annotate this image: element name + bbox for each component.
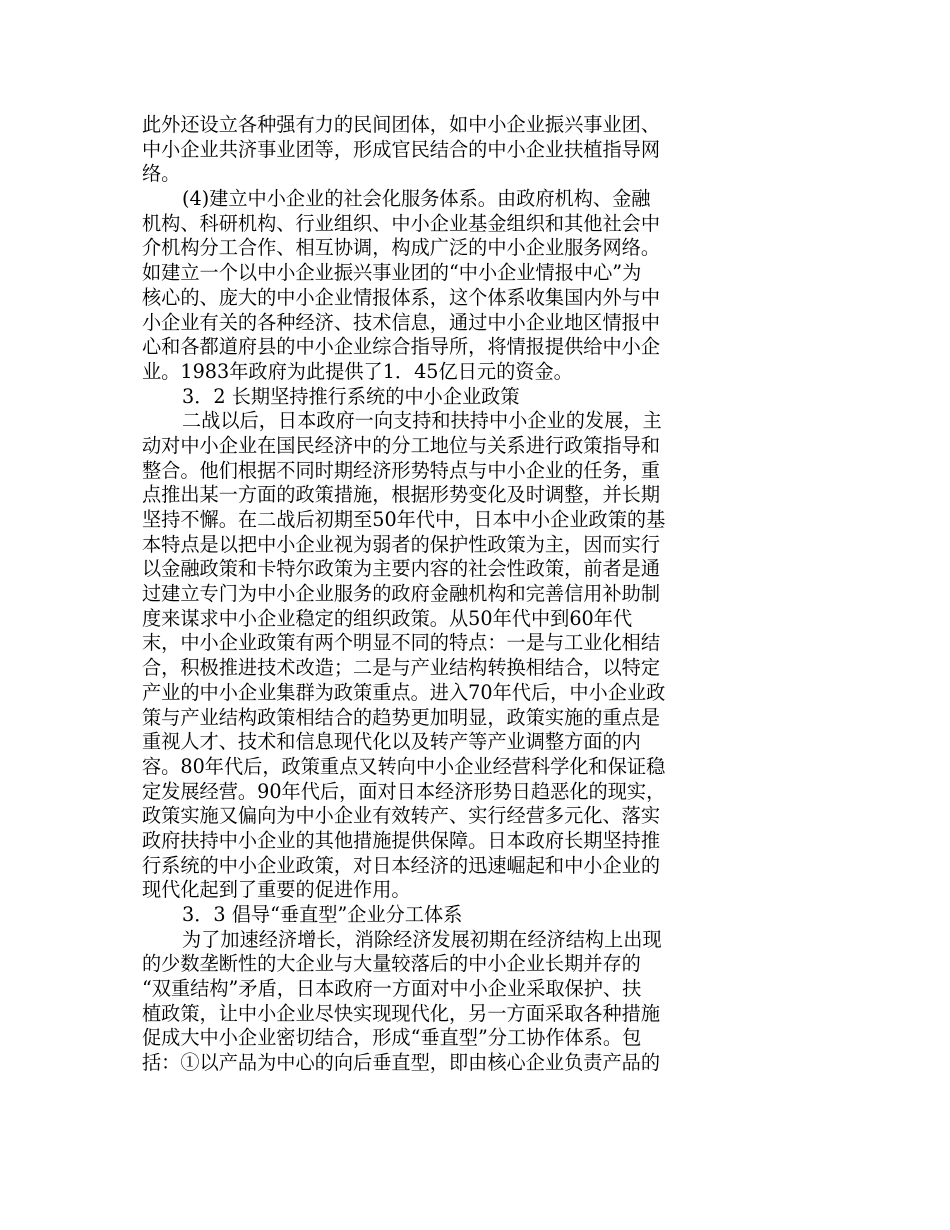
text-line: 中小企业共济事业团等，形成官民结合的中小企业扶植指导网 bbox=[142, 137, 661, 161]
text-line: 小企业有关的各种经济、技术信息，通过中小企业地区情报中 bbox=[142, 310, 661, 334]
document-body bbox=[142, 113, 742, 1076]
text-line: 促成大中小企业密切结合，形成“垂直型”分工协作体系。包 bbox=[142, 1026, 642, 1050]
text-line: 过建立专门为中小企业服务的政府金融机构和完善信用补助制 bbox=[142, 582, 661, 606]
text-line: (4)建立中小企业的社会化服务体系。由政府机构、金融 bbox=[182, 187, 651, 211]
text-line: 动对中小企业在国民经济中的分工地位与关系进行政策指导和 bbox=[142, 433, 661, 457]
text-line: 3．3 倡导“垂直型”企业分工体系 bbox=[182, 903, 463, 926]
text-line: 策与产业结构政策相结合的趋势更加明显，政策实施的重点是 bbox=[142, 705, 661, 729]
text-line: 定发展经营。90年代后，面对日本经济形势日趋恶化的现实， bbox=[142, 779, 666, 803]
text-line: 如建立一个以中小企业振兴事业团的“中小企业情报中心”为 bbox=[142, 261, 642, 285]
text-line: 本特点是以把中小企业视为弱者的保护性政策为主，因而实行 bbox=[142, 532, 661, 556]
text-line: 容。80年代后，政策重点又转向中小企业经营科学化和保证稳 bbox=[142, 754, 666, 778]
text-line: 此外还设立各种强有力的民间团体，如中小企业振兴事业团、 bbox=[142, 113, 661, 136]
text-line: 心和各都道府县的中小企业综合指导所，将情报提供给中小企 bbox=[142, 335, 661, 359]
text-line: 产业的中小企业集群为政策重点。进入70年代后，中小企业政 bbox=[142, 680, 666, 704]
text-line: 现代化起到了重要的促进作用。 bbox=[142, 878, 411, 902]
text-line: 整合。他们根据不同时期经济形势特点与中小企业的任务，重 bbox=[142, 458, 661, 482]
text-line: 络。 bbox=[142, 162, 181, 186]
text-line: 介机构分工合作、相互协调，构成广泛的中小企业服务网络。 bbox=[142, 236, 661, 260]
text-line: 行系统的中小企业政策，对日本经济的迅速崛起和中小企业的 bbox=[142, 853, 661, 877]
text-line: 点推出某一方面的政策措施，根据形势变化及时调整，并长期 bbox=[142, 483, 661, 507]
text-line: 政府扶持中小企业的其他措施提供保障。日本政府长期坚持推 bbox=[142, 828, 661, 852]
text-line: 为了加速经济增长，消除经济发展初期在经济结构上出现 bbox=[182, 927, 662, 951]
text-line: 政策实施又偏向为中小企业有效转产、实行经营多元化、落实 bbox=[142, 804, 661, 828]
text-line: 植政策，让中小企业尽快实现现代化，另一方面采取各种措施 bbox=[142, 1001, 661, 1025]
text-line: 的少数垄断性的大企业与大量较落后的中小企业长期并存的 bbox=[142, 952, 641, 976]
text-line: 机构、科研机构、行业组织、中小企业基金组织和其他社会中 bbox=[142, 211, 661, 235]
text-line: 重视人才、技术和信息现代化以及转产等产业调整方面的内 bbox=[142, 730, 641, 754]
text-line: 二战以后，日本政府一向支持和扶持中小企业的发展，主 bbox=[182, 409, 662, 433]
text-line: 以金融政策和卡特尔政策为主要内容的社会性政策，前者是通 bbox=[142, 557, 661, 581]
text-line: 坚持不懈。在二战后初期至50年代中，日本中小企业政策的基 bbox=[142, 508, 666, 531]
text-line: 括：①以产品为中心的向后垂直型，即由核心企业负责产品的 bbox=[142, 1051, 661, 1075]
text-line: 度来谋求中小企业稳定的组织政策。从50年代中到60年代 bbox=[142, 606, 633, 630]
text-line: 业。1983年政府为此提供了1．45亿日元的资金。 bbox=[142, 359, 573, 383]
text-line: 末，中小企业政策有两个明显不同的特点：一是与工业化相结 bbox=[142, 631, 661, 655]
text-line: 核心的、庞大的中小企业情报体系，这个体系收集国内外与中 bbox=[142, 285, 661, 309]
text-line: 合，积极推进技术改造；二是与产业结构转换相结合，以特定 bbox=[142, 656, 661, 680]
text-line: “双重结构”矛盾，日本政府一方面对中小企业采取保护、扶 bbox=[142, 977, 642, 1001]
text-line: 3．2 长期坚持推行系统的中小企业政策 bbox=[182, 384, 520, 408]
